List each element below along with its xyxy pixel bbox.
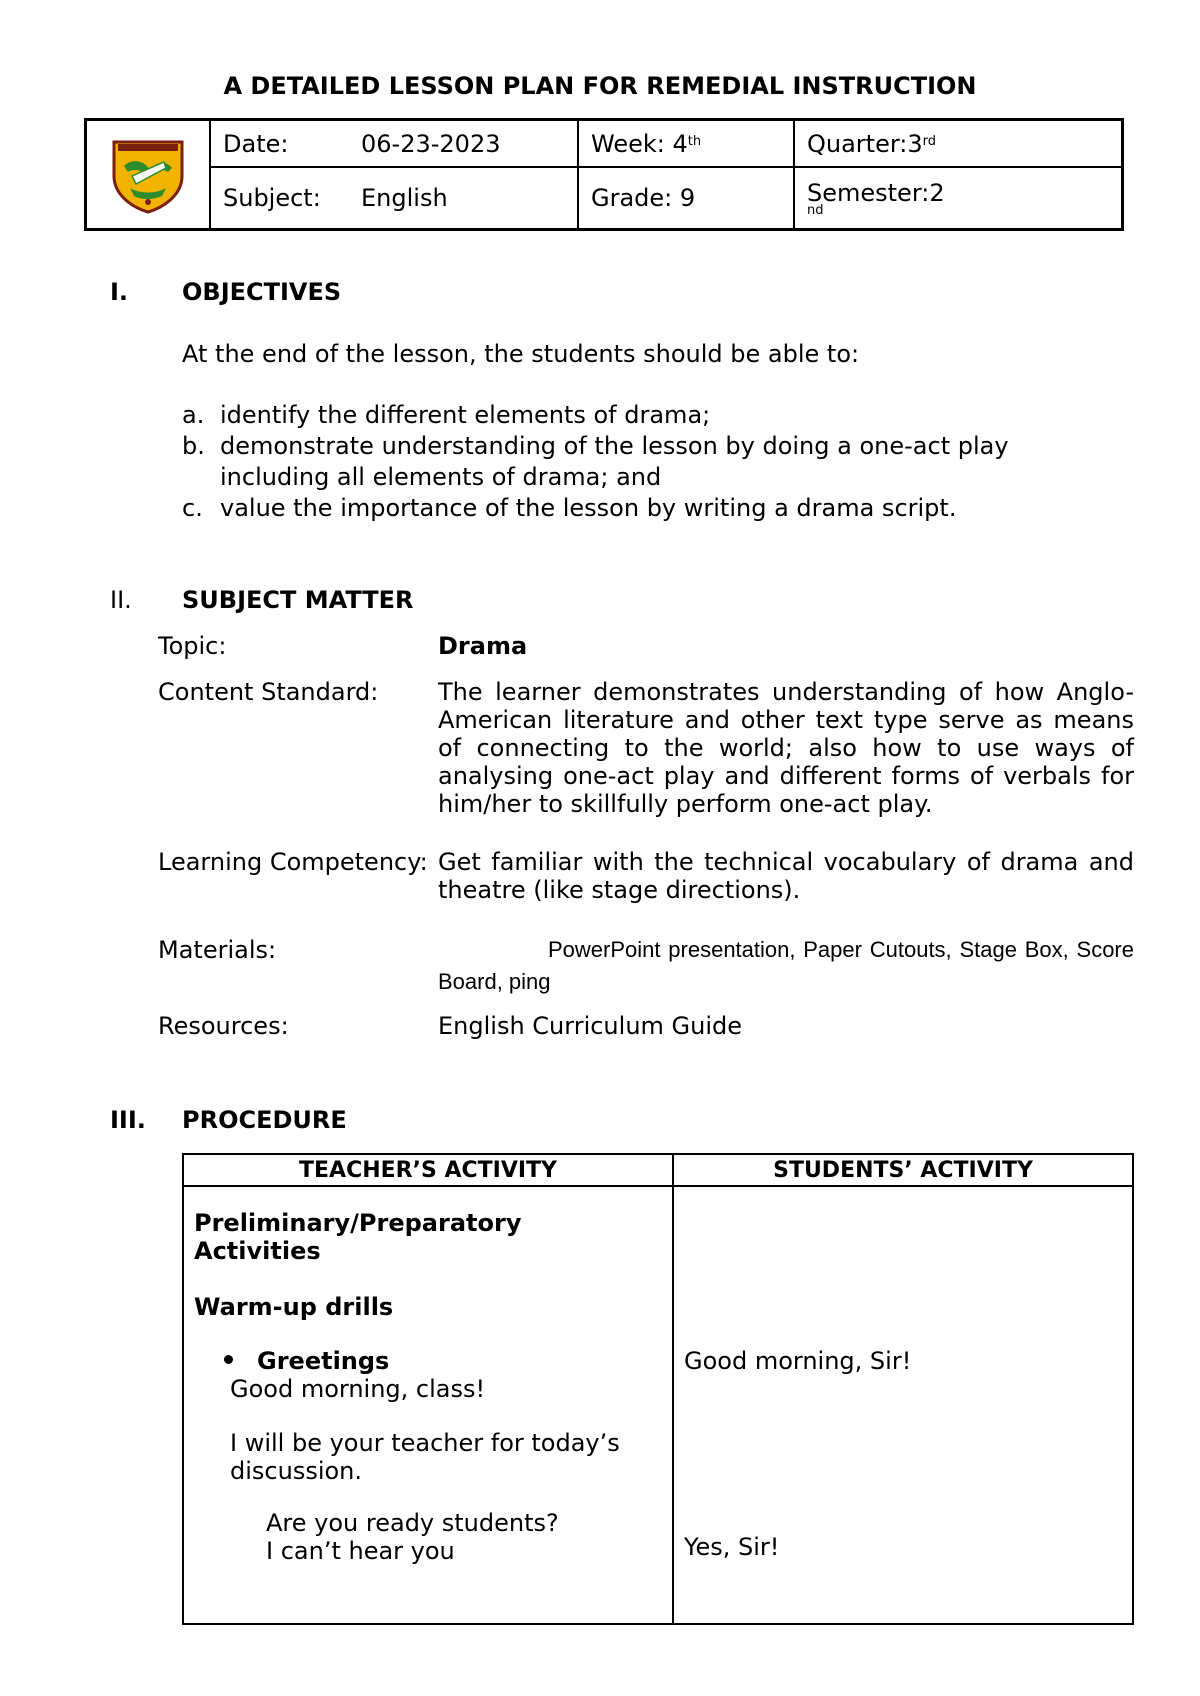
objective-letter: b. xyxy=(182,432,205,460)
date-value: 06-23-2023 xyxy=(361,129,501,158)
objective-letter: c. xyxy=(182,494,203,522)
quarter-sup: rd xyxy=(922,134,937,149)
subject-label: Subject: xyxy=(223,184,321,212)
students-activity-cell xyxy=(674,1187,1132,1623)
school-logo-cell xyxy=(87,121,211,228)
week-label: Week: 4 xyxy=(591,129,688,158)
semester-label: Semester:2 xyxy=(807,178,945,207)
subject-matter-label: SUBJECT MATTER xyxy=(182,586,414,614)
teacher-line-hear: I can’t hear you xyxy=(266,1537,455,1565)
resources-label: Resources: xyxy=(158,1012,289,1040)
semester-sub: nd xyxy=(807,202,824,218)
grade-cell xyxy=(579,168,795,228)
content-standard-row xyxy=(158,678,1134,818)
objective-text: value the importance of the lesson by writing a drama script. xyxy=(220,494,957,522)
warmup-heading: Warm-up drills xyxy=(194,1293,394,1321)
competency-row xyxy=(158,848,1134,904)
objective-item xyxy=(182,493,1062,524)
topic-value: Drama xyxy=(438,632,528,660)
objectives-list xyxy=(182,400,1062,524)
objectives-intro: At the end of the lesson, the students should be able to: xyxy=(182,340,860,368)
header-info-grid xyxy=(211,121,1121,228)
resources-value: English Curriculum Guide xyxy=(438,1012,743,1040)
teacher-line-intro: I will be your teacher for today’s discussion. xyxy=(230,1429,620,1485)
document-title: A DETAILED LESSON PLAN FOR REMEDIAL INSTRUCTION xyxy=(223,72,977,100)
school-logo-icon xyxy=(110,136,186,214)
subject-cell xyxy=(211,168,579,228)
objective-text: demonstrate understanding of the lesson by doing a one-act play including all elements of drama; and xyxy=(220,432,1009,491)
competency-value: Get familiar with the technical vocabulary of drama and theatre (like stage directions). xyxy=(438,848,1134,904)
bullet-icon xyxy=(224,1355,233,1364)
procedure-table-body xyxy=(184,1187,1132,1623)
week-cell xyxy=(579,121,795,168)
date-cell xyxy=(211,121,579,168)
objective-item xyxy=(182,400,1062,431)
procedure-label: PROCEDURE xyxy=(182,1106,347,1134)
objective-item xyxy=(182,431,1062,493)
objectives-num: I. xyxy=(110,278,129,306)
teacher-line-ready: Are you ready students? xyxy=(266,1509,559,1537)
objective-text: identify the different elements of drama; xyxy=(220,401,711,429)
header-table xyxy=(84,118,1124,231)
teacher-activity-cell xyxy=(184,1187,674,1623)
topic-row xyxy=(158,632,1200,660)
date-label: Date: xyxy=(223,129,289,158)
greetings-label: Greetings xyxy=(257,1347,390,1375)
procedure-table xyxy=(182,1153,1134,1625)
materials-value: PowerPoint presentation, Paper Cutouts, Stage Box, Score Board, ping xyxy=(438,937,1134,994)
materials-row xyxy=(158,934,1134,998)
teacher-column-header: TEACHER’S ACTIVITY xyxy=(184,1155,674,1185)
procedure-num: III. xyxy=(110,1106,146,1134)
objectives-label: OBJECTIVES xyxy=(182,278,342,306)
grade-label: Grade: 9 xyxy=(591,184,696,212)
teacher-line-greeting: Good morning, class! xyxy=(230,1375,486,1403)
student-line-yes: Yes, Sir! xyxy=(684,1533,780,1561)
content-standard-value: The learner demonstrates understanding of how Anglo-American literature and other text type serve as means of connecting to the world; also how to use ways of analysing one-act play and different forms of verbals for him/her to skillfully perform one-act play. xyxy=(438,678,1134,818)
preliminary-heading: Preliminary/Preparatory Activities xyxy=(194,1209,522,1265)
materials-label: Materials: xyxy=(158,936,277,964)
quarter-cell xyxy=(795,121,1121,168)
procedure-table-header xyxy=(184,1155,1132,1187)
competency-label: Learning Competency: xyxy=(158,848,428,876)
topic-label: Topic: xyxy=(158,632,227,660)
greetings-item xyxy=(224,1347,389,1375)
week-sup: th xyxy=(687,134,702,149)
subject-matter-num: II. xyxy=(110,586,132,614)
quarter-label: Quarter:3 xyxy=(807,129,923,158)
students-column-header: STUDENTS’ ACTIVITY xyxy=(773,1157,1033,1183)
content-standard-label: Content Standard: xyxy=(158,678,379,706)
objective-letter: a. xyxy=(182,401,205,429)
resources-row xyxy=(158,1012,1200,1040)
student-line-greeting: Good morning, Sir! xyxy=(684,1347,912,1375)
semester-cell xyxy=(795,168,1121,228)
subject-value: English xyxy=(361,184,448,212)
